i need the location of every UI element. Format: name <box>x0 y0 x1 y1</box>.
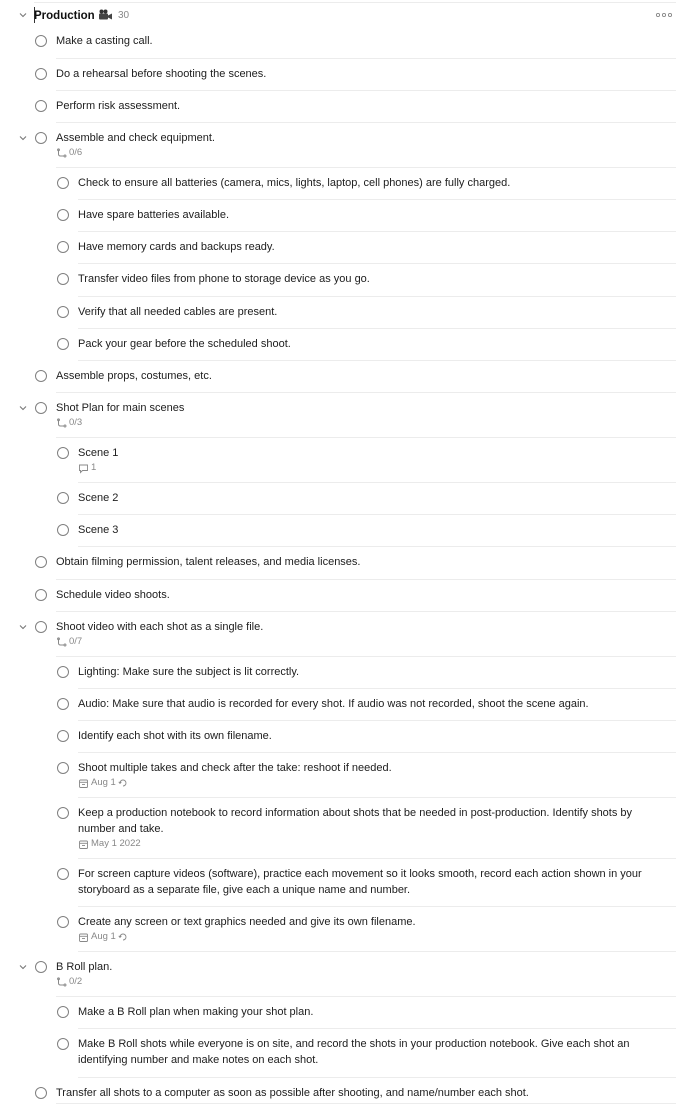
task-complete-checkbox[interactable] <box>35 621 47 633</box>
task-divider <box>56 167 676 168</box>
task-divider <box>78 514 676 515</box>
task-title[interactable]: Make B Roll shots while everyone is on site, and record the shots in your production notebook. Give each shot an identifying number and make notes on each shot. <box>78 1038 630 1066</box>
task-divider <box>56 90 676 91</box>
task-divider <box>56 1103 676 1104</box>
task-complete-checkbox[interactable] <box>57 730 69 742</box>
task-complete-checkbox[interactable] <box>57 524 69 536</box>
due-date[interactable]: Aug 1 <box>78 931 128 943</box>
task-complete-checkbox[interactable] <box>57 338 69 350</box>
task-complete-checkbox[interactable] <box>57 916 69 928</box>
task-complete-checkbox[interactable] <box>57 241 69 253</box>
more-options-icon[interactable] <box>654 8 674 22</box>
task-complete-checkbox[interactable] <box>57 698 69 710</box>
subtask-progress: 0/6 <box>56 147 82 159</box>
task-divider <box>78 797 676 798</box>
task-title[interactable]: Obtain filming permission, talent releases, and media licenses. <box>56 556 361 568</box>
subtasks-icon <box>56 977 67 988</box>
task-divider <box>78 1028 676 1029</box>
task-complete-checkbox[interactable] <box>57 177 69 189</box>
task-divider <box>78 199 676 200</box>
task-title[interactable]: Perform risk assessment. <box>56 100 181 112</box>
task-divider <box>78 858 676 859</box>
task-title[interactable]: Pack your gear before the scheduled shoot. <box>78 338 291 350</box>
movie-camera-icon <box>98 10 113 22</box>
task-complete-checkbox[interactable] <box>57 209 69 221</box>
collapse-subtasks-chevron-icon[interactable] <box>16 131 30 145</box>
task-title[interactable]: Shot Plan for main scenes <box>56 402 185 414</box>
task-title[interactable]: Check to ensure all batteries (camera, mics, lights, laptop, cell phones) are fully charged. <box>78 177 511 189</box>
subtasks-icon <box>56 637 67 648</box>
task-complete-checkbox[interactable] <box>57 762 69 774</box>
calendar-icon <box>78 778 89 789</box>
due-date[interactable]: May 1 2022 <box>78 838 141 850</box>
due-date[interactable]: Aug 1 <box>78 777 128 789</box>
comment-icon <box>78 463 89 474</box>
task-complete-checkbox[interactable] <box>57 306 69 318</box>
task-complete-checkbox[interactable] <box>57 1038 69 1050</box>
task-title[interactable]: Shoot multiple takes and check after the take: reshoot if needed. <box>78 762 392 774</box>
task-title[interactable]: Identify each shot with its own filename. <box>78 730 272 742</box>
task-title[interactable]: Audio: Make sure that audio is recorded for every shot. If audio was not recorded, shoot the scene again. <box>78 698 589 710</box>
task-complete-checkbox[interactable] <box>35 402 47 414</box>
task-title[interactable]: Make a B Roll plan when making your shot plan. <box>78 1006 314 1018</box>
task-title[interactable]: Have memory cards and backups ready. <box>78 241 275 253</box>
task-divider <box>78 951 676 952</box>
task-divider <box>56 611 676 612</box>
task-title[interactable]: Transfer all shots to a computer as soon as possible after shooting, and name/number each shot. <box>56 1087 529 1099</box>
task-divider <box>78 752 676 753</box>
task-complete-checkbox[interactable] <box>35 35 47 47</box>
task-divider <box>56 996 676 997</box>
section-task-count: 30 <box>118 10 130 21</box>
task-title[interactable]: Lighting: Make sure the subject is lit correctly. <box>78 666 300 678</box>
comment-count: 1 <box>78 462 96 474</box>
calendar-icon <box>78 839 89 850</box>
task-divider <box>78 688 676 689</box>
task-title[interactable]: Verify that all needed cables are present. <box>78 306 278 318</box>
task-title[interactable]: Keep a production notebook to record information about shots that be needed in post-production. Identify shots by number and take. <box>78 807 633 835</box>
task-complete-checkbox[interactable] <box>35 556 47 568</box>
collapse-subtasks-chevron-icon[interactable] <box>16 960 30 974</box>
collapse-subtasks-chevron-icon[interactable] <box>16 401 30 415</box>
task-title[interactable]: For screen capture videos (software), practice each movement so it looks smooth, record each action shown in your storyboard as a separate file, give each a unique name and number. <box>78 868 642 896</box>
calendar-icon <box>78 932 89 943</box>
task-title[interactable]: Shoot video with each shot as a single file. <box>56 621 264 633</box>
collapse-section-chevron-icon[interactable] <box>16 8 30 22</box>
task-complete-checkbox[interactable] <box>57 492 69 504</box>
task-divider <box>78 720 676 721</box>
task-divider <box>78 546 676 547</box>
task-complete-checkbox[interactable] <box>57 868 69 880</box>
task-title[interactable]: B Roll plan. <box>56 961 113 973</box>
section-title[interactable]: Production <box>34 9 113 22</box>
task-divider <box>56 122 676 123</box>
task-complete-checkbox[interactable] <box>35 100 47 112</box>
task-complete-checkbox[interactable] <box>57 447 69 459</box>
subtask-progress: 0/3 <box>56 417 82 429</box>
task-title[interactable]: Create any screen or text graphics needed and give its own filename. <box>78 916 416 928</box>
task-divider <box>78 906 676 907</box>
task-divider <box>78 482 676 483</box>
task-complete-checkbox[interactable] <box>57 273 69 285</box>
task-divider <box>56 579 676 580</box>
task-title[interactable]: Have spare batteries available. <box>78 209 230 221</box>
task-complete-checkbox[interactable] <box>35 961 47 973</box>
task-divider <box>56 656 676 657</box>
task-title[interactable]: Make a casting call. <box>56 35 153 47</box>
task-complete-checkbox[interactable] <box>57 1006 69 1018</box>
recurring-icon <box>118 778 128 788</box>
task-divider <box>78 231 676 232</box>
collapse-subtasks-chevron-icon[interactable] <box>16 620 30 634</box>
task-divider <box>56 392 676 393</box>
task-title[interactable]: Schedule video shoots. <box>56 589 170 601</box>
task-complete-checkbox[interactable] <box>35 132 47 144</box>
task-complete-checkbox[interactable] <box>35 589 47 601</box>
task-title[interactable]: Scene 1 <box>78 447 119 459</box>
task-complete-checkbox[interactable] <box>35 68 47 80</box>
subtask-progress: 0/2 <box>56 976 82 988</box>
task-complete-checkbox[interactable] <box>35 370 47 382</box>
task-divider <box>78 360 676 361</box>
task-title[interactable]: Assemble props, costumes, etc. <box>56 370 212 382</box>
task-complete-checkbox[interactable] <box>57 666 69 678</box>
task-divider <box>78 328 676 329</box>
task-title[interactable]: Transfer video files from phone to storage device as you go. <box>78 273 370 285</box>
subtask-progress: 0/7 <box>56 636 82 648</box>
subtasks-icon <box>56 418 67 429</box>
subtasks-icon <box>56 148 67 159</box>
recurring-icon <box>118 932 128 942</box>
task-divider <box>78 1077 676 1078</box>
task-divider <box>56 437 676 438</box>
task-title[interactable]: Do a rehearsal before shooting the scenes. <box>56 68 267 80</box>
section-header <box>0 0 696 32</box>
task-divider <box>78 263 676 264</box>
task-divider <box>56 58 676 59</box>
task-title[interactable]: Scene 3 <box>78 524 119 536</box>
task-divider <box>78 296 676 297</box>
task-complete-checkbox[interactable] <box>35 1087 47 1099</box>
task-title[interactable]: Scene 2 <box>78 492 119 504</box>
task-complete-checkbox[interactable] <box>57 807 69 819</box>
task-title[interactable]: Assemble and check equipment. <box>56 132 215 144</box>
